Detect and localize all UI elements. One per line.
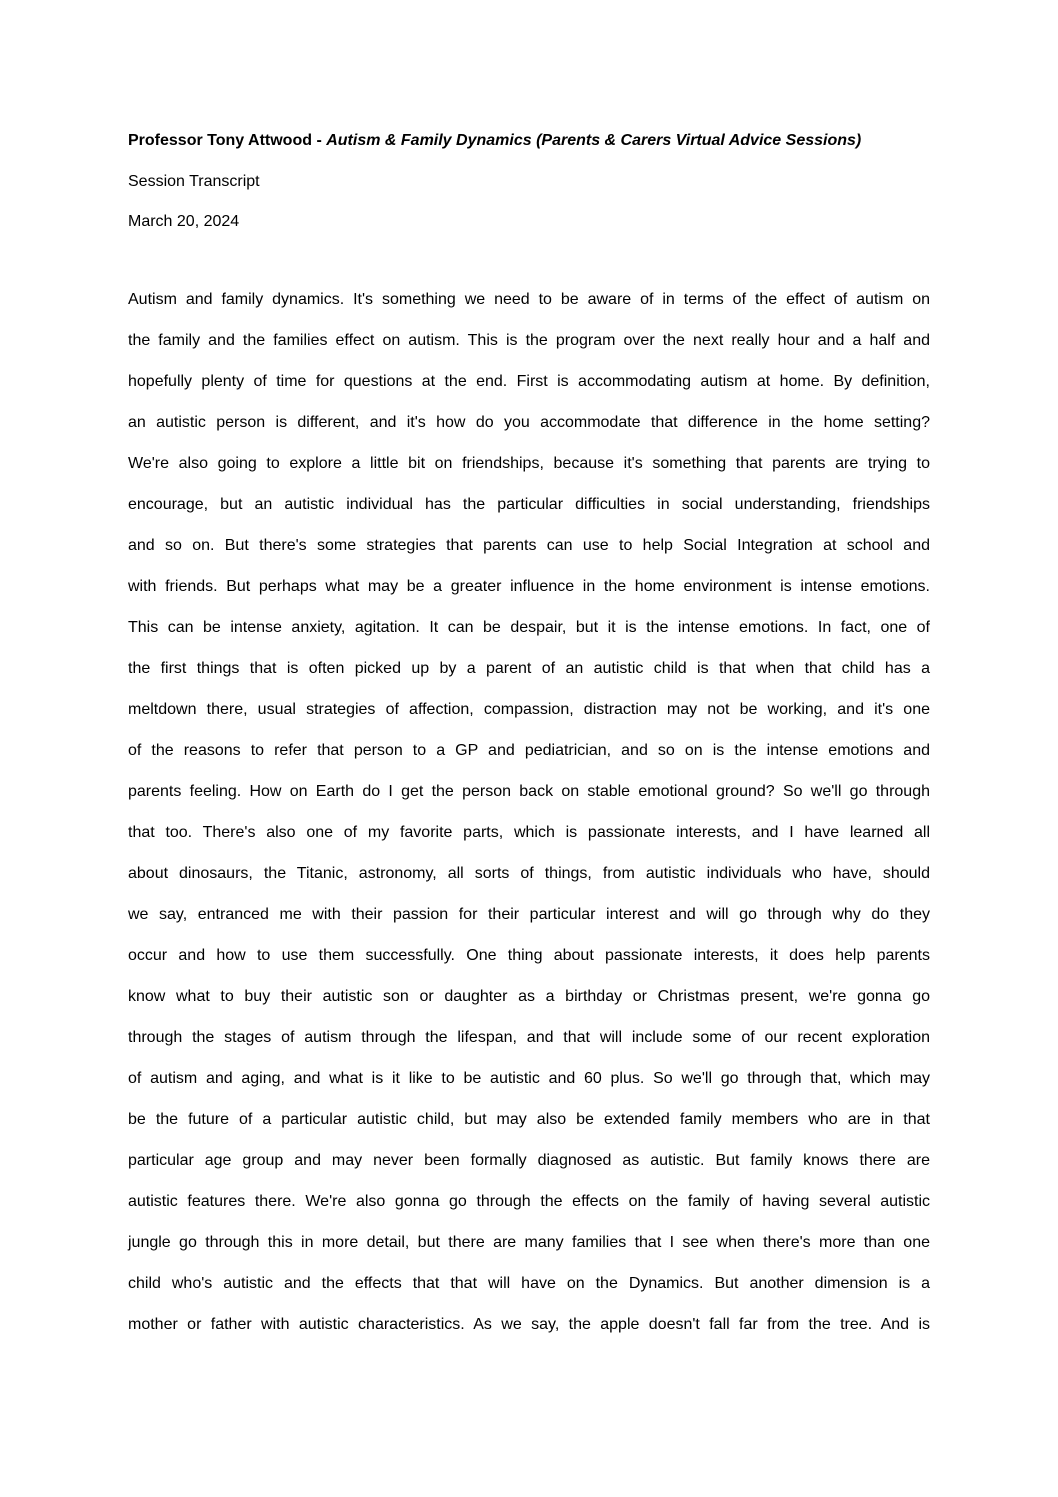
transcript-line: know what to buy their autistic son or daughter as a birthday or Christmas present, we're gonna go: [128, 988, 930, 1005]
transcript-line: mother or father with autistic characteristics. As we say, the apple doesn't fall far from the tree. And is: [128, 1316, 930, 1333]
transcript-line: that too. There's also one of my favorite parts, which is passionate interests, and I have learned all: [128, 824, 930, 841]
transcript-line: the family and the families effect on autism. This is the program over the next really hour and a half and: [128, 332, 930, 349]
transcript-line: Autism and family dynamics. It's something we need to be aware of in terms of the effect of autism on: [128, 291, 930, 308]
transcript-line: hopefully plenty of time for questions at the end. First is accommodating autism at home. By definition,: [128, 373, 930, 390]
title-author: Professor Tony Attwood -: [128, 132, 327, 149]
transcript-line: an autistic person is different, and it's how do you accommodate that difference in the home setting?: [128, 414, 930, 431]
transcript-line: autistic features there. We're also gonna go through the effects on the family of having several autistic: [128, 1193, 930, 1210]
transcript-body: [128, 290, 930, 1356]
transcript-line: and so on. But there's some strategies that parents can use to help Social Integration at school and: [128, 537, 930, 554]
transcript-line: We're also going to explore a little bit on friendships, because it's something that parents are trying to: [128, 455, 930, 472]
transcript-line: be the future of a particular autistic child, but may also be extended family members who are in that: [128, 1111, 930, 1128]
transcript-line: This can be intense anxiety, agitation. It can be despair, but it is the intense emotions. In fact, one of: [128, 619, 930, 636]
document-date: March 20, 2024: [128, 213, 240, 230]
transcript-line: of autism and aging, and what is it like to be autistic and 60 plus. So we'll go through that, which may: [128, 1070, 930, 1087]
document-subtitle: Session Transcript: [128, 173, 260, 190]
transcript-line: of the reasons to refer that person to a GP and pediatrician, and so on is the intense emotions and: [128, 742, 930, 759]
transcript-line: we say, entranced me with their passion for their particular interest and will go through why do they: [128, 906, 930, 923]
transcript-line: meltdown there, usual strategies of affection, compassion, distraction may not be working, and it's one: [128, 701, 930, 718]
transcript-line: through the stages of autism through the lifespan, and that will include some of our recent exploration: [128, 1029, 930, 1046]
title-session-name: Autism & Family Dynamics (Parents & Carers Virtual Advice Sessions): [326, 132, 862, 149]
transcript-line: jungle go through this in more detail, but there are many families that I see when there's more than one: [128, 1234, 930, 1251]
transcript-line: with friends. But perhaps what may be a greater influence in the home environment is intense emotions.: [128, 578, 930, 595]
transcript-line: child who's autistic and the effects that that will have on the Dynamics. But another dimension is a: [128, 1275, 930, 1292]
transcript-line: parents feeling. How on Earth do I get the person back on stable emotional ground? So we'll go through: [128, 783, 930, 800]
transcript-line: particular age group and may never been formally diagnosed as autistic. But family knows there are: [128, 1152, 930, 1169]
transcript-line: the first things that is often picked up by a parent of an autistic child is that when that child has a: [128, 660, 930, 677]
transcript-line: about dinosaurs, the Titanic, astronomy, all sorts of things, from autistic individuals who have, should: [128, 865, 930, 882]
transcript-line: encourage, but an autistic individual has the particular difficulties in social understanding, friendships: [128, 496, 930, 513]
transcript-line: occur and how to use them successfully. One thing about passionate interests, it does help parents: [128, 947, 930, 964]
document-title: [128, 131, 861, 151]
